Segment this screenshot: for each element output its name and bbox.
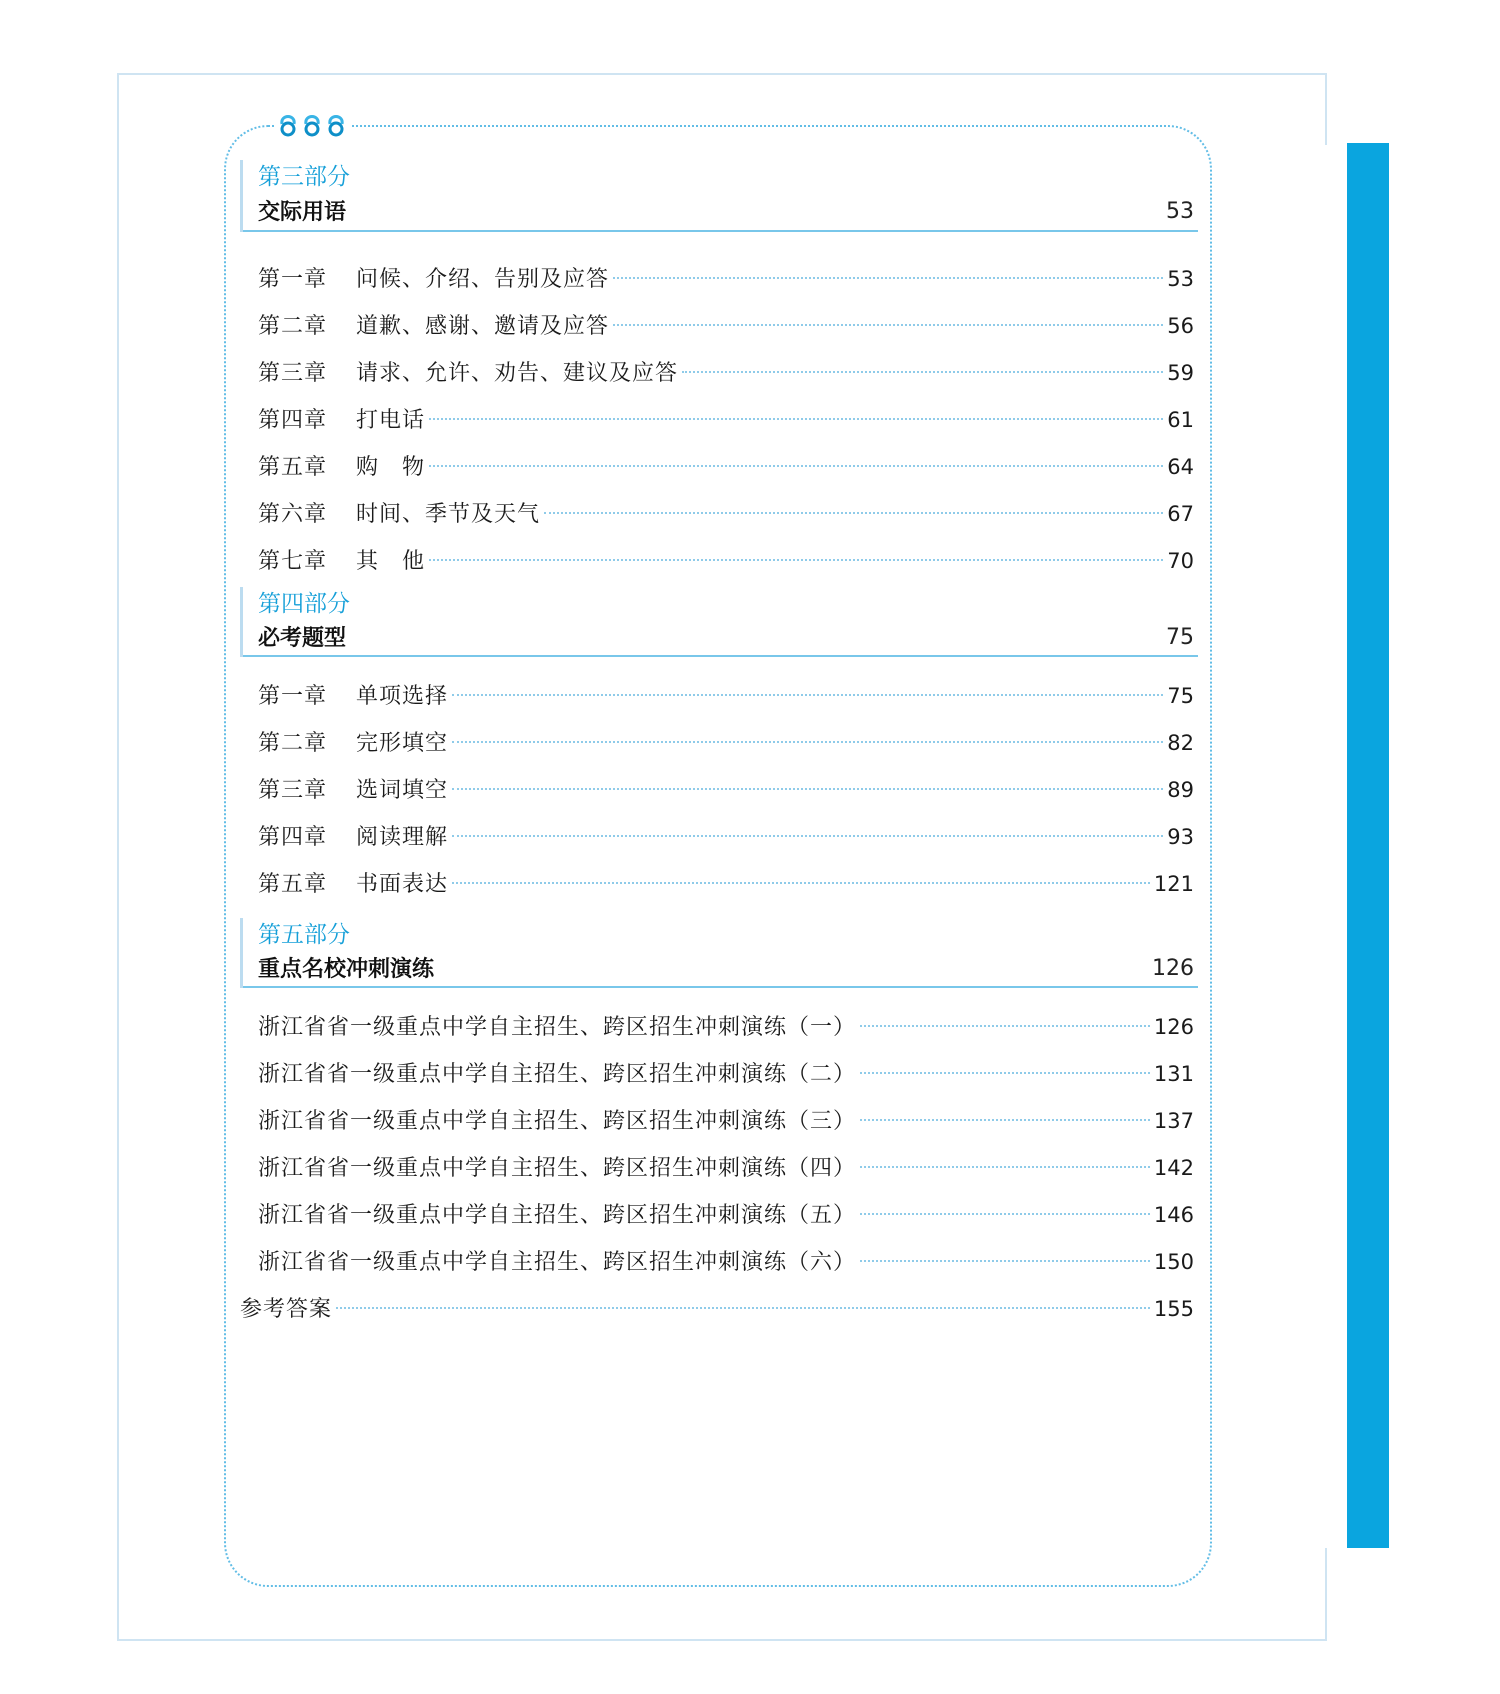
- page-frame-edge-top: [1325, 73, 1327, 145]
- part-title-row[interactable]: [240, 621, 1198, 657]
- dot-leader: [452, 882, 1150, 884]
- toc-entry[interactable]: [240, 1239, 1198, 1286]
- toc-entry[interactable]: [240, 444, 1198, 491]
- chapter-title: 单项选择: [356, 684, 449, 709]
- answers-entry[interactable]: [240, 1286, 1198, 1333]
- chapter-number: 第一章: [258, 267, 328, 292]
- chapter-number: 第三章: [258, 361, 328, 386]
- toc-entry[interactable]: [240, 720, 1198, 767]
- part-page-number: 126: [1152, 956, 1194, 981]
- chapter-number: 第五章: [258, 872, 328, 897]
- chapter-number: 第四章: [258, 825, 328, 850]
- part-section: [240, 918, 1198, 1286]
- ring-icon: [326, 108, 346, 138]
- page-number: 150: [1153, 1250, 1194, 1274]
- page-number: 61: [1167, 408, 1194, 432]
- toc-entry[interactable]: [240, 1098, 1198, 1145]
- chapter-number: 第六章: [258, 502, 328, 527]
- chapter-title: 问候、介绍、告别及应答: [356, 267, 610, 292]
- page-number: 146: [1153, 1203, 1194, 1227]
- drill-title: 浙江省省一级重点中学自主招生、跨区招生冲刺演练（一）: [258, 1015, 857, 1040]
- part-label: 第四部分: [258, 591, 350, 617]
- part-accent-bar: [240, 918, 243, 988]
- toc-entry[interactable]: [240, 1145, 1198, 1192]
- part-section: [240, 587, 1198, 908]
- page-number: 56: [1167, 314, 1194, 338]
- toc-entry[interactable]: [240, 1192, 1198, 1239]
- chapter-title: 请求、允许、劝告、建议及应答: [356, 361, 679, 386]
- toc-entry[interactable]: [240, 1004, 1198, 1051]
- page-number: 82: [1167, 731, 1194, 755]
- toc-entry[interactable]: [240, 814, 1198, 861]
- chapter-title: 完形填空: [356, 731, 449, 756]
- chapter-number: 第三章: [258, 778, 328, 803]
- drill-title: 浙江省省一级重点中学自主招生、跨区招生冲刺演练（六）: [258, 1250, 857, 1275]
- dot-leader: [452, 835, 1163, 837]
- page-number: 131: [1153, 1062, 1194, 1086]
- toc-entry[interactable]: [240, 303, 1198, 350]
- side-tab-bar: [1347, 143, 1389, 1548]
- toc-entry[interactable]: [240, 256, 1198, 303]
- page-number: 126: [1153, 1015, 1194, 1039]
- page-number: 155: [1153, 1297, 1194, 1321]
- part-accent-bar: [240, 587, 243, 657]
- chapter-title: 阅读理解: [356, 825, 449, 850]
- dot-leader: [860, 1072, 1150, 1074]
- dot-leader: [336, 1307, 1150, 1309]
- part-title: 交际用语: [258, 199, 347, 225]
- toc-entry[interactable]: [240, 861, 1198, 908]
- drill-title: 浙江省省一级重点中学自主招生、跨区招生冲刺演练（四）: [258, 1156, 857, 1181]
- drill-title: 浙江省省一级重点中学自主招生、跨区招生冲刺演练（五）: [258, 1203, 857, 1228]
- chapter-title: 打电话: [356, 408, 426, 433]
- dot-leader: [452, 788, 1163, 790]
- page-number: 137: [1153, 1109, 1194, 1133]
- chapter-number: 第四章: [258, 408, 328, 433]
- chapter-title: 道歉、感谢、邀请及应答: [356, 314, 610, 339]
- part-page-number: 75: [1166, 625, 1194, 650]
- toc-entry[interactable]: [240, 397, 1198, 444]
- chapter-title: 购 物: [356, 455, 426, 480]
- part-page-number: 53: [1166, 199, 1194, 224]
- dot-leader: [429, 559, 1163, 561]
- answers-title: 参考答案: [240, 1297, 333, 1322]
- page-number: 67: [1167, 502, 1194, 526]
- dot-leader: [429, 465, 1163, 467]
- page-number: 93: [1167, 825, 1194, 849]
- page-number: 75: [1167, 684, 1194, 708]
- page-number: 59: [1167, 361, 1194, 385]
- dot-leader: [860, 1260, 1150, 1262]
- chapter-title: 选词填空: [356, 778, 449, 803]
- dot-leader: [544, 512, 1163, 514]
- toc-entry[interactable]: [240, 767, 1198, 814]
- chapter-number: 第二章: [258, 731, 328, 756]
- dot-leader: [613, 324, 1163, 326]
- dot-leader: [452, 694, 1163, 696]
- page-number: 89: [1167, 778, 1194, 802]
- part-title: 重点名校冲刺演练: [258, 956, 435, 982]
- toc-entry[interactable]: [240, 1051, 1198, 1098]
- part-accent-bar: [240, 160, 243, 232]
- drill-title: 浙江省省一级重点中学自主招生、跨区招生冲刺演练（二）: [258, 1062, 857, 1087]
- part-label: 第三部分: [258, 164, 350, 190]
- toc-entry[interactable]: [240, 538, 1198, 585]
- page-number: 142: [1153, 1156, 1194, 1180]
- dot-leader: [860, 1119, 1150, 1121]
- chapter-number: 第五章: [258, 455, 328, 480]
- page-number: 53: [1167, 267, 1194, 291]
- page-number: 64: [1167, 455, 1194, 479]
- chapter-title: 时间、季节及天气: [356, 502, 541, 527]
- ring-icon: [302, 108, 322, 138]
- chapter-number: 第七章: [258, 549, 328, 574]
- dot-leader: [429, 418, 1163, 420]
- drill-title: 浙江省省一级重点中学自主招生、跨区招生冲刺演练（三）: [258, 1109, 857, 1134]
- table-of-contents: [240, 160, 1198, 1333]
- part-section: [240, 160, 1198, 585]
- part-title-row[interactable]: [240, 952, 1198, 988]
- dot-leader: [682, 371, 1163, 373]
- toc-entry[interactable]: [240, 491, 1198, 538]
- chapter-number: 第一章: [258, 684, 328, 709]
- ring-icon: [278, 108, 298, 138]
- chapter-title: 其 他: [356, 549, 426, 574]
- chapter-title: 书面表达: [356, 872, 449, 897]
- page-frame-edge-bottom: [1325, 1548, 1327, 1641]
- page-number: 70: [1167, 549, 1194, 573]
- binder-rings-icon: [274, 108, 350, 142]
- dot-leader: [860, 1025, 1150, 1027]
- part-title-row[interactable]: [240, 194, 1198, 232]
- dot-leader: [860, 1213, 1150, 1215]
- dot-leader: [860, 1166, 1150, 1168]
- toc-entry[interactable]: [240, 673, 1198, 720]
- toc-entry[interactable]: [240, 350, 1198, 397]
- part-label: 第五部分: [258, 922, 350, 948]
- page-number: 121: [1153, 872, 1194, 896]
- dot-leader: [452, 741, 1163, 743]
- dot-leader: [613, 277, 1163, 279]
- part-title: 必考题型: [258, 625, 347, 651]
- chapter-number: 第二章: [258, 314, 328, 339]
